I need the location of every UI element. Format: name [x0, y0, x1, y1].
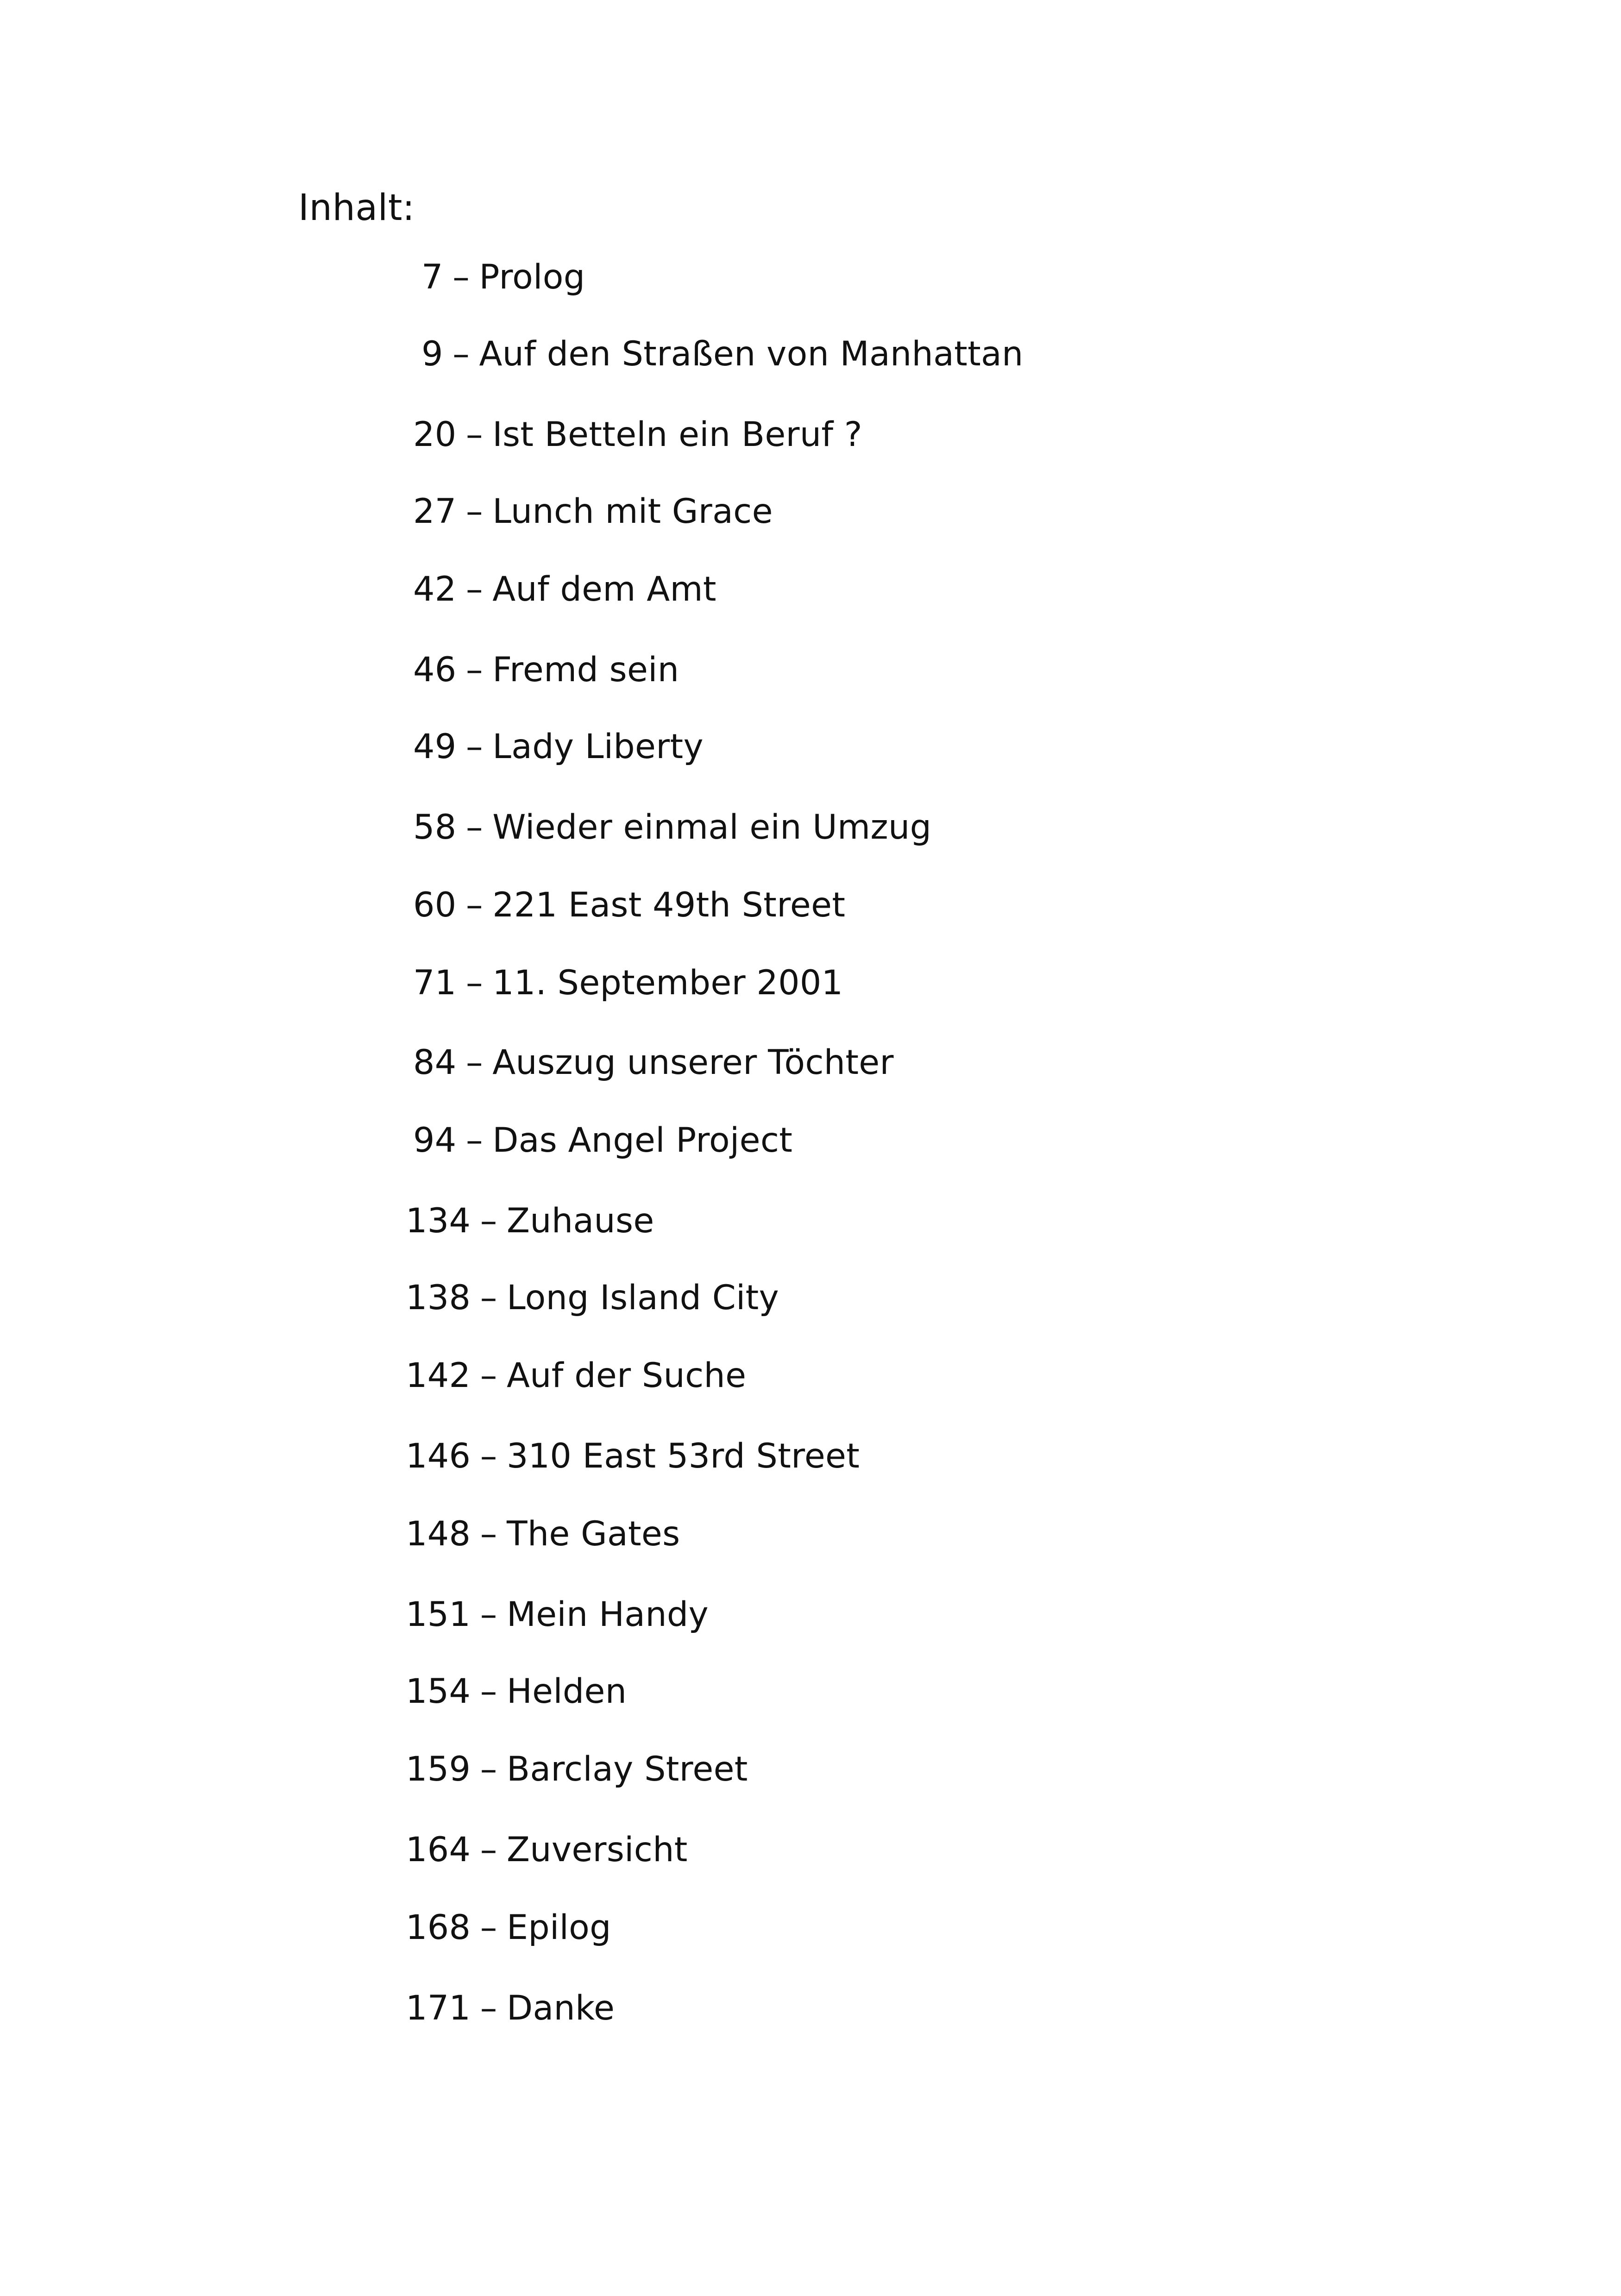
toc-separator: –: [480, 1278, 497, 1317]
toc-separator: –: [480, 1750, 497, 1789]
toc-page-number: 138: [406, 1278, 471, 1317]
toc-chapter-title: 310 East 53rd Street: [506, 1437, 860, 1476]
toc-separator: –: [480, 1595, 497, 1634]
toc-page-number: 151: [406, 1595, 471, 1634]
toc-chapter-title: Lunch mit Grace: [492, 492, 773, 531]
toc-separator: –: [465, 415, 483, 454]
toc-chapter-title: Long Island City: [506, 1278, 779, 1317]
toc-page-number: 20: [413, 415, 457, 454]
toc-entry: [406, 1437, 860, 1476]
toc-entry: [413, 1043, 894, 1082]
toc-separator: –: [480, 1672, 497, 1711]
toc-entry: [406, 1278, 779, 1317]
toc-page-number: 146: [406, 1437, 471, 1476]
toc-entry: [413, 415, 862, 454]
toc-separator: –: [465, 570, 483, 609]
toc-separator: –: [480, 1514, 497, 1554]
toc-entry: [413, 963, 843, 1003]
toc-separator: –: [465, 808, 483, 847]
toc-entry: [421, 257, 585, 297]
toc-entry: [406, 1750, 748, 1789]
toc-chapter-title: The Gates: [506, 1514, 680, 1554]
toc-separator: –: [480, 1437, 497, 1476]
toc-separator: –: [452, 257, 470, 297]
toc-entry: [406, 1595, 709, 1634]
toc-separator: –: [465, 885, 483, 925]
toc-separator: –: [452, 334, 470, 374]
toc-separator: –: [465, 1121, 483, 1160]
toc-chapter-title: Auf dem Amt: [492, 570, 716, 609]
toc-page-number: 84: [413, 1043, 457, 1082]
toc-entry: [413, 570, 716, 609]
toc-chapter-title: Lady Liberty: [492, 727, 704, 766]
toc-chapter-title: Danke: [506, 1989, 615, 2028]
toc-chapter-title: Zuversicht: [506, 1830, 688, 1869]
toc-entry: [406, 1201, 654, 1241]
toc-entry: [413, 808, 932, 847]
toc-chapter-title: Mein Handy: [506, 1595, 709, 1634]
toc-page-number: 171: [406, 1989, 471, 2028]
toc-page-number: 142: [406, 1356, 471, 1395]
toc-separator: –: [465, 727, 483, 766]
toc-separator: –: [465, 1043, 483, 1082]
toc-page-number: 60: [413, 885, 457, 925]
toc-page-number: 9: [421, 334, 443, 374]
toc-page-number: 71: [413, 963, 457, 1003]
toc-entry: [406, 1672, 627, 1711]
toc-page-number: 58: [413, 808, 457, 847]
toc-separator: –: [480, 1908, 497, 1947]
toc-page-number: 49: [413, 727, 457, 766]
toc-page-number: 7: [421, 257, 443, 297]
toc-page-number: 94: [413, 1121, 457, 1160]
toc-chapter-title: Auf der Suche: [506, 1356, 747, 1395]
toc-chapter-title: Wieder einmal ein Umzug: [492, 808, 932, 847]
toc-chapter-title: Auszug unserer Töchter: [492, 1043, 894, 1082]
toc-chapter-title: Ist Betteln ein Beruf ?: [492, 415, 862, 454]
toc-page-number: 46: [413, 650, 457, 690]
toc-chapter-title: Prolog: [479, 257, 585, 297]
toc-chapter-title: 11. September 2001: [492, 963, 843, 1003]
toc-page-number: 159: [406, 1750, 471, 1789]
toc-entry: [413, 727, 704, 766]
toc-separator: –: [465, 963, 483, 1003]
toc-chapter-title: Epilog: [506, 1908, 611, 1947]
toc-heading: Inhalt:: [298, 187, 415, 229]
toc-entry: [406, 1830, 688, 1869]
toc-chapter-title: 221 East 49th Street: [492, 885, 846, 925]
toc-separator: –: [480, 1201, 497, 1241]
toc-chapter-title: Zuhause: [506, 1201, 654, 1241]
toc-entry: [406, 1989, 615, 2028]
toc-chapter-title: Das Angel Project: [492, 1121, 793, 1160]
toc-chapter-title: Helden: [506, 1672, 627, 1711]
toc-chapter-title: Fremd sein: [492, 650, 679, 690]
toc-separator: –: [465, 650, 483, 690]
toc-separator: –: [480, 1356, 497, 1395]
toc-entry: [406, 1908, 611, 1947]
toc-entry: [413, 1121, 793, 1160]
toc-chapter-title: Auf den Straßen von Manhattan: [479, 334, 1024, 374]
toc-entry: [406, 1356, 747, 1395]
toc-page-number: 168: [406, 1908, 471, 1947]
toc-page-number: 134: [406, 1201, 471, 1241]
toc-page-number: 27: [413, 492, 457, 531]
toc-page-number: 164: [406, 1830, 471, 1869]
toc-page-number: 42: [413, 570, 457, 609]
toc-separator: –: [480, 1830, 497, 1869]
toc-chapter-title: Barclay Street: [506, 1750, 748, 1789]
toc-page-number: 154: [406, 1672, 471, 1711]
toc-entry: [413, 650, 679, 690]
toc-entry: [413, 885, 846, 925]
toc-page-number: 148: [406, 1514, 471, 1554]
toc-separator: –: [465, 492, 483, 531]
toc-entry: [413, 492, 773, 531]
toc-entry: [406, 1514, 680, 1554]
toc-entry: [421, 334, 1024, 374]
toc-separator: –: [480, 1989, 497, 2028]
